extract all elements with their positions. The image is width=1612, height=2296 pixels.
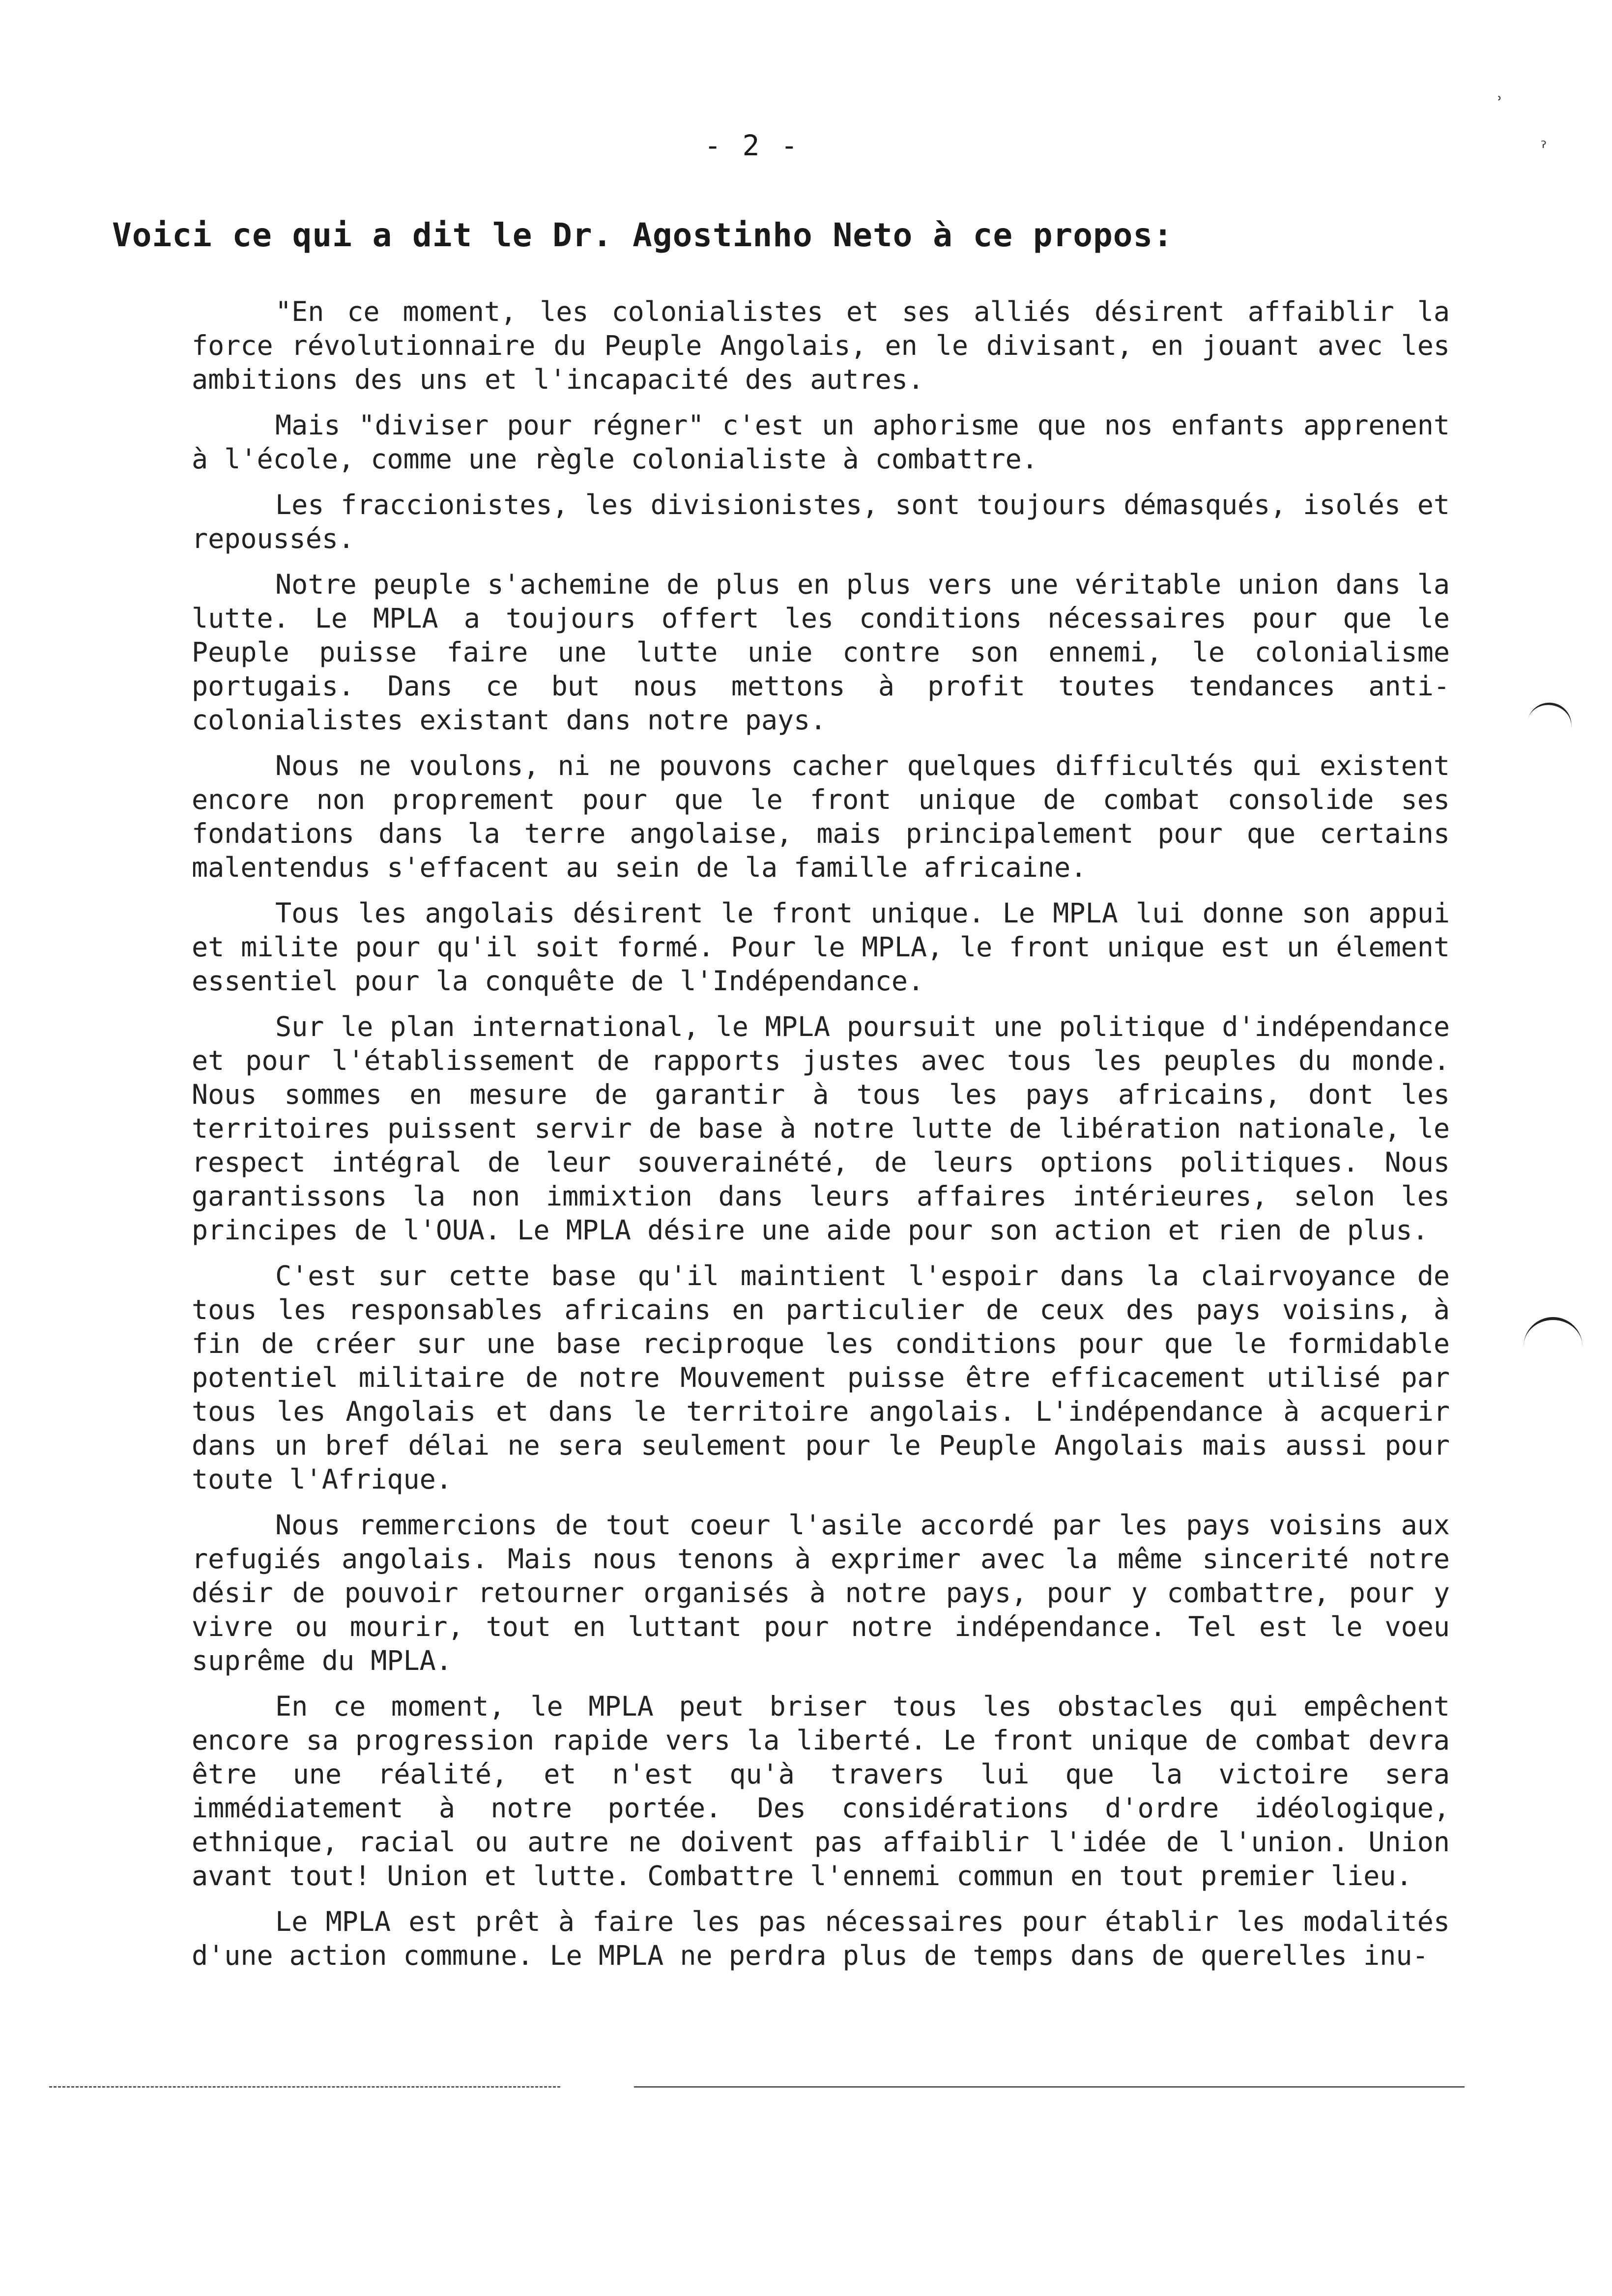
punch-hole-mark — [1524, 1317, 1583, 1349]
paragraph: Nous ne voulons, ni ne pouvons cacher quelques difficultés qui existent encore non proprement pour que le front unique de combat consolide ses fondations dans la terre angolaise, mais principalement pour que certains malentendus s'effacent au sein de la famille africaine. — [192, 750, 1450, 883]
paragraph: Les fraccionistes, les divisionistes, sont toujours démasqués, isolés et repoussés. — [192, 489, 1450, 554]
paragraph: Nous remmercions de tout coeur l'asile accordé par les pays voisins aux refugiés angolais. Mais nous tenons à exprimer avec la même sincerité notre désir de pouvoir retourner organisés à notre pays, pour y combattre, pour y vivre ou mourir, tout en luttant pour notre indépendance. Tel est le voeu suprême du MPLA. — [192, 1509, 1450, 1676]
paragraph: Mais "diviser pour régner" c'est un aphorisme que nos enfants apprenent à l'école, comme une règle colonialiste à combattre. — [192, 409, 1450, 475]
paragraph: Sur le plan international, le MPLA poursuit une politique d'indépendance et pour l'établissement de rapports justes avec tous les peuples du monde. Nous sommes en mesure de garantir à tous les pays africains, dont les territoires puissent servir de base à notre lutte de libération nationale, le respect intégral de leur souverainété, de leurs options politiques. Nous garantissons la non immixtion dans leurs affaires intérieures, selon les principes de l'OUA. Le MPLA désire une aide pour son action et rien de plus. — [192, 1011, 1450, 1246]
punch-hole-mark — [1526, 698, 1576, 739]
paragraph: En ce moment, le MPLA peut briser tous les obstacles qui empêchent encore sa progression rapide vers la liberté. Le front unique de combat devra être une réalité, et n'est qu'à travers lui que la victoire sera immédiatement à notre portée. Des considérations d'ordre idéologique, ethnique, racial ou autre ne doivent pas affaiblir l'idée de l'union. Union avant tout! Union et lutte. Combattre l'ennemi commun en tout premier lieu. — [192, 1691, 1450, 1892]
footer-rule — [634, 2086, 1465, 2088]
margin-mark: ˀ — [1538, 140, 1549, 160]
paragraph: "En ce moment, les colonialistes et ses alliés désirent affaiblir la force révolutionnaire du Peuple Angolais, en le divisant, en jouant avec les ambitions des uns et l'incapacité des autres. — [192, 296, 1450, 395]
paragraph: Le MPLA est prêt à faire les pas nécessaires pour établir les modalités d'une action commune. Le MPLA ne perdra plus de temps dans de querelles inu- — [192, 1906, 1450, 1971]
document-body — [192, 295, 1450, 1973]
margin-mark: ʾ — [1494, 93, 1505, 114]
paragraph: Notre peuple s'achemine de plus en plus vers une véritable union dans la lutte. Le MPLA a toujours offert les conditions nécessaires pour que le Peuple puisse faire une lutte unie contre son ennemi, le colonialisme portugais. Dans ce but nous mettons à profit toutes tendances anti-colonialistes existant dans notre pays. — [192, 569, 1450, 736]
paragraph: C'est sur cette base qu'il maintient l'espoir dans la clairvoyance de tous les responsables africains en particulier de ceux des pays voisins, à fin de créer sur une base reciproque les conditions pour que le formidable potentiel militaire de notre Mouvement puisse être efficacement utilisé par tous les Angolais et dans le territoire angolais. L'indépendance à acquerir dans un bref délai ne sera seulement pour le Peuple Angolais mais aussi pour toute l'Afrique. — [192, 1260, 1450, 1495]
page-heading: Voici ce qui a dit le Dr. Agostinho Neto à ce propos: — [112, 216, 1173, 254]
footer-rule — [49, 2086, 560, 2088]
page-number: - 2 - — [704, 129, 800, 162]
paragraph: Tous les angolais désirent le front unique. Le MPLA lui donne son appui et milite pour qu'il soit formé. Pour le MPLA, le front unique est un élement essentiel pour la conquête de l'Indépendance. — [192, 897, 1450, 997]
